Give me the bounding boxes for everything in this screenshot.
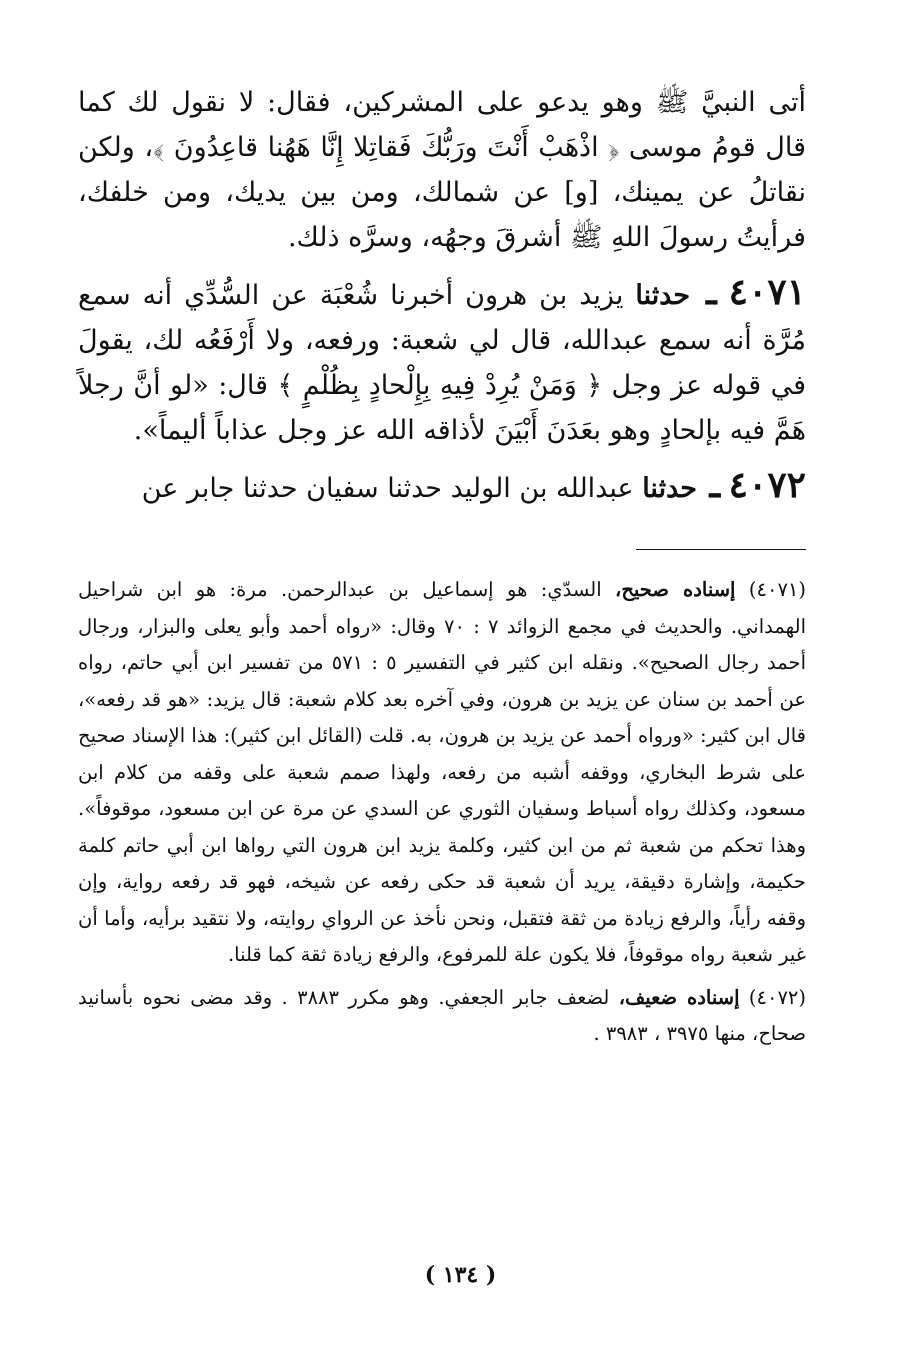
footnote-4072: [78, 980, 806, 1053]
hadith-keyword: حدثنا: [642, 473, 697, 504]
footnotes: [78, 572, 806, 1053]
continuation-paragraph: أتى النبيَّ ﷺ وهو يدعو على المشركين، فقال: لا نقول لك كما قال قومُ موسى ﴿ اذْهَبْ أَنْتَ ورَبُّكَ فَقاتِلا إِنَّا هَهُنا قاعِدُونَ ﴾، ولكن نقاتلُ عن يمينك، [و] عن شمالك، ومن بين يديك، ومن خلفك، فرأيتُ رسولَ اللهِ ﷺ أشرقَ وجهُه، وسرَّه ذلك.: [78, 87, 806, 253]
footnote-4071: [78, 572, 806, 974]
hadith-text: عبدالله بن الوليد حدثنا سفيان حدثنا جابر عن: [141, 473, 643, 504]
footnote-divider: [636, 549, 806, 550]
footnote-text: لضعف جابر الجعفي. وهو مكرر ٣٨٨٣ . وقد مضى نحوه بأسانيد صحاح، منها ٣٩٧٥ ، ٣٩٨٣ .: [78, 985, 806, 1045]
hadith-keyword: حدثنا: [635, 280, 691, 311]
footnote-text: السدّي: هو إسماعيل بن عبدالرحمن. مرة: هو ابن شراحيل الهمداني. والحديث في مجمع الزوائد ٧ : ٧٠ وقال: «رواه أحمد وأبو يعلى والبزار، ورجال أحمد رجال الصحيح». ونقله ابن كثير في التفسير ٥ : ٥٧١ من تفسير ابن أبي حاتم، رواه عن أحمد بن سنان عن يزيد بن هرون، وفي آخره بعد كلام شعبة: قال يزيد: «هو قد رفعه»، قال ابن كثير: «ورواه أحمد عن يزيد بن هرون، به. قلت (القائل ابن كثير): هذا الإسناد صحيح على شرط البخاري، ووقفه أشبه من رفعه، ولهذا صمم شعبة على وقفه من كلام ابن مسعود، وكذلك رواه أسباط وسفيان الثوري عن السدي عن مرة عن ابن مسعود، موقوفاً». وهذا تحكم من شعبة ثم من ابن كثير، وكلمة يزيد ابن هرون التي رواها ابن أبي حاتم كلمة حكيمة، وإشارة دقيقة، يريد أن شعبة قد حكى رفعه عن شيخه، فهو قد رفعه رواية، وإن وقفه رأياً، والرفع زيادة من ثقة فتقبل، ونحن نأخذ عن الرواي روايته، ولا نتقيد برأيه، وأما أن غير شعبة رواه موقوفاً، فلا يكون علة للمرفوع، والرفع زيادة ثقة كما قلنا.: [78, 578, 807, 966]
main-text: [78, 80, 806, 511]
hadith-number: ٤٠٧٢: [728, 464, 806, 506]
hadith-4072: ٤٠٧٢ ـ حدثنا عبدالله بن الوليد حدثنا سفيان حدثنا جابر عن: [141, 464, 806, 506]
footnote-keyword: إسناده صحيح،: [615, 578, 736, 601]
footnote-ref: (٤٠٧٢): [748, 985, 807, 1009]
hadith-text: يزيد بن هرون أخبرنا شُعْبَة عن السُّدِّي أنه سمع مُرَّة أنه سمع عبدالله، قال لي شعبة: ورفعه، ولا أَرْفَعُه لك، يقولَ في قوله عز وجل ﴿ وَمَنْ يُرِدْ فِيهِ بِإِلْحادٍ بِظُلْمٍ ﴾ قال: «لو أنَّ رجلاً هَمَّ فيه بإلحادٍ وهو بعَدَنَ أَبْيَنَ لأذاقه الله عز وجل عذاباً أليماً».: [78, 280, 806, 446]
hadith-4071: ٤٠٧١ ـ حدثنا يزيد بن هرون أخبرنا شُعْبَة عن السُّدِّي أنه سمع مُرَّة أنه سمع عبدالله، قال لي شعبة: ورفعه، ولا أَرْفَعُه لك، يقولَ في قوله عز وجل ﴿ وَمَنْ يُرِدْ فِيهِ بِإِلْحادٍ بِظُلْمٍ ﴾ قال: «لو أنَّ رجلاً هَمَّ فيه بإلحادٍ وهو بعَدَنَ أَبْيَنَ لأذاقه الله عز وجل عذاباً أليماً».: [78, 271, 806, 446]
page-number: ( ١٣٤ ): [424, 1262, 497, 1288]
footnote-ref: (٤٠٧١): [748, 578, 807, 601]
hadith-number: ٤٠٧١: [728, 271, 806, 313]
footnote-keyword: إسناده ضعيف،: [618, 985, 740, 1009]
